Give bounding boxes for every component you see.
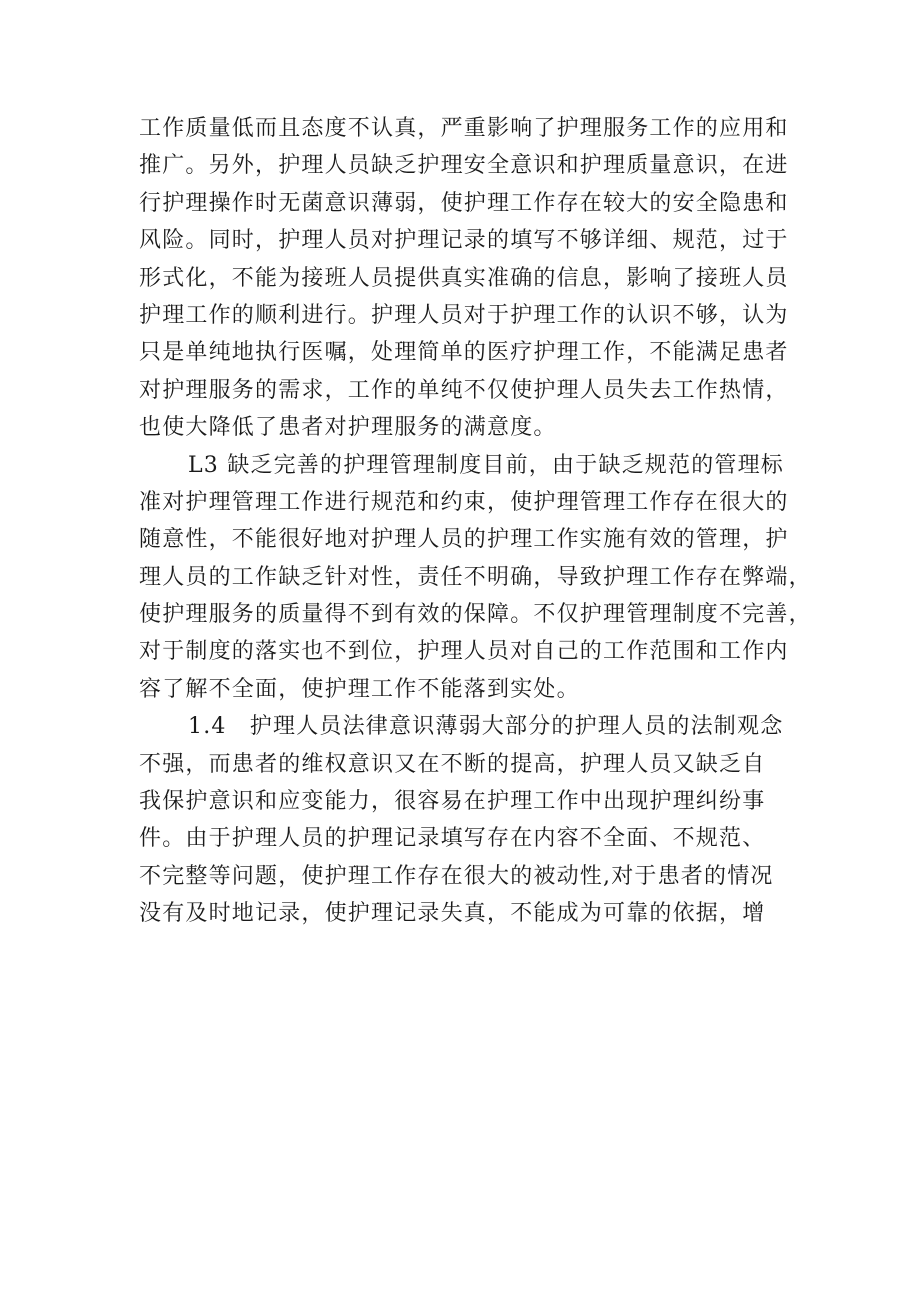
text-line: 不完整等问题，使护理工作存在很大的被动性,对于患者的情况	[139, 863, 774, 889]
text-line: 也使大降低了患者对护理服务的满意度。	[139, 415, 557, 441]
text-line: 形式化，不能为接班人员提供真实准确的信息，影响了接班人员	[139, 265, 789, 291]
text-line: 对于制度的落实也不到位，护理人员对自己的工作范围和工作内	[139, 639, 789, 665]
text-line: 件。由于护理人员的护理记录填写存在内容不全面、不规范、	[139, 826, 766, 852]
text-line: 工作质量低而且态度不认真，严重影响了护理服务工作的应用和	[139, 116, 789, 141]
text-line: 风险。同时，护理人员对护理记录的填写不够详细、规范，过于	[139, 228, 789, 254]
text-line: 容了解不全面，使护理工作不能落到实处。	[139, 676, 580, 702]
text-line: 推广。另外，护理人员缺乏护理安全意识和护理质量意识，在进	[139, 153, 789, 179]
text-line: 对护理服务的需求，工作的单纯不仅使护理人员失去工作热情，	[139, 377, 789, 403]
text-line: 随意性，不能很好地对护理人员的护理工作实施有效的管理，护	[139, 527, 789, 553]
text-line: 使护理服务的质量得不到有效的保障。不仅护理管理制度不完善，	[139, 602, 812, 628]
section-heading-line: 1.4 护理人员法律意识薄弱大部分的护理人员的法制观念	[188, 714, 784, 740]
section-heading-line: L3 缺乏完善的护理管理制度目前，由于缺乏规范的管理标	[188, 452, 785, 478]
text-line: 不强，而患者的维权意识又在不断的提高，护理人员又缺乏自	[139, 751, 766, 777]
text-line: 行护理操作时无菌意识薄弱，使护理工作存在较大的安全隐患和	[139, 190, 789, 216]
text-line: 只是单纯地执行医嘱，处理简单的医疗护理工作，不能满足患者	[139, 340, 789, 366]
paragraph-nursing-quality	[139, 110, 799, 447]
text-line: 护理工作的顺利进行。护理人员对于护理工作的认识不够，认为	[139, 302, 789, 328]
text-line: 理人员的工作缺乏针对性，责任不明确，导致护理工作存在弊端，	[139, 564, 812, 590]
text-line: 我保护意识和应变能力，很容易在护理工作中出现护理纠纷事	[139, 789, 766, 815]
text-line: 准对护理管理工作进行规范和约束，使护理管理工作存在很大的	[139, 489, 789, 515]
body-text	[139, 110, 812, 933]
paragraph-management-system	[139, 447, 812, 709]
paragraph-legal-awareness	[139, 708, 799, 932]
text-line: 没有及时地记录，使护理记录失真，不能成为可靠的依据，增	[139, 901, 766, 927]
